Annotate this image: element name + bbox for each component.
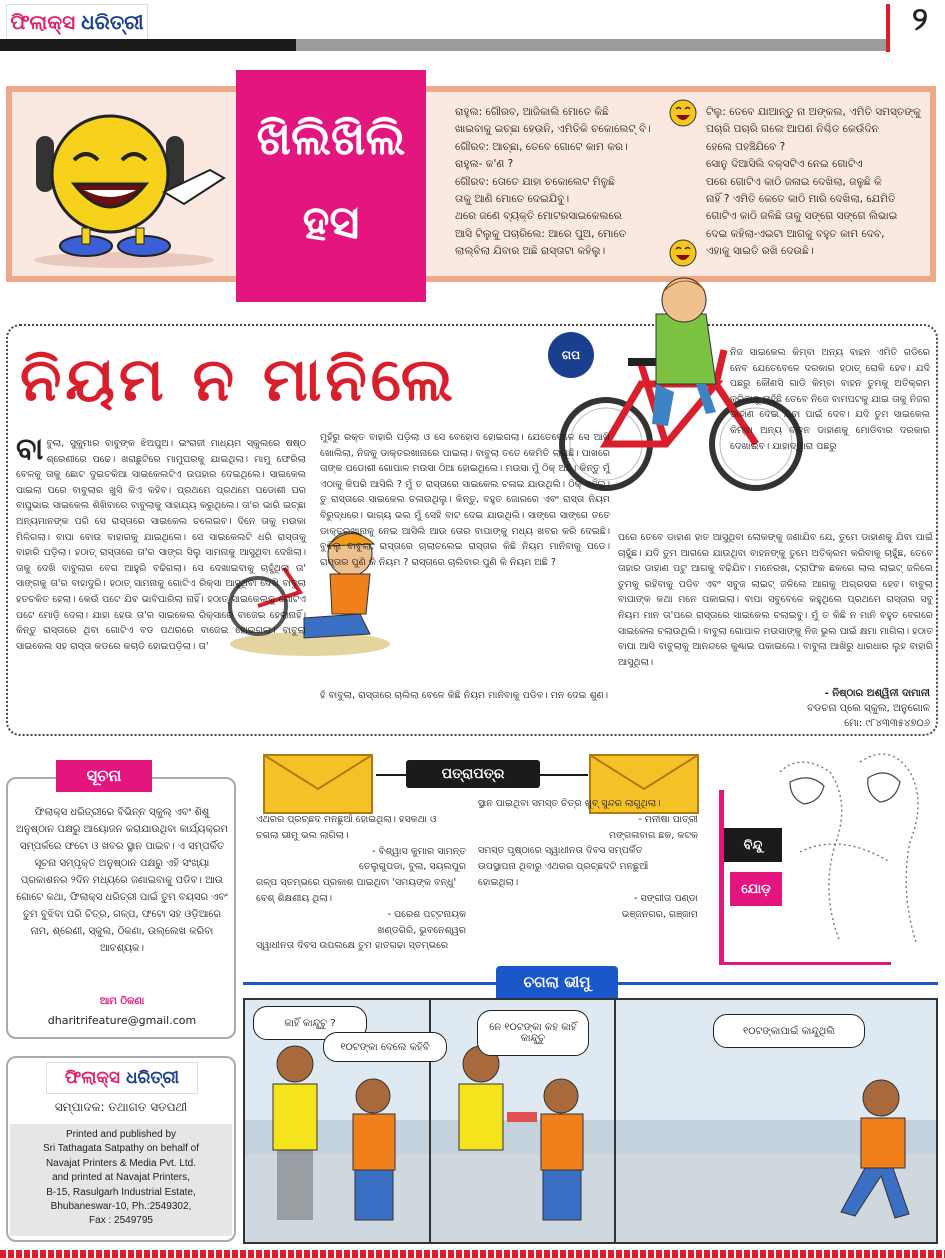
jokes-column-2 <box>706 104 928 261</box>
jokes-title <box>236 96 426 264</box>
joke-line: ଥରେ ଜଣେ ବ୍ୟକ୍ତି ମୋଟରସାଇକେଲରେ <box>455 210 622 223</box>
story-title: ନିୟମ ନ ମାନିଲେ <box>20 345 457 415</box>
story-text: ନିଜ ସାଇକେଲ କିମ୍ବା ଅନ୍ୟ ବାହନ ଏମିତି ଗଡିରେ ନେବ ଯେତେବେଳେ ଦରକାର ହଠାତ୍ ରୋକି ହେବ। ଯଦି ପଛରୁ କୌଣସି ଗାଡି କିମ୍ବା ବାହନ ତୁମକୁ ଅତିକ୍ରମ କରିବାକୁ ଚାହୁଁଛି ତେବେ ନିଜେ ବାମପଟକୁ ଯାଇ ତାକୁ ନିଜର ଡାହାଣ ଦେଇ ଯିବା ପାଇଁ ଦେବ। ଯଦି ତୁମ ସାଇକେଲ କିମ୍ବା ଅନ୍ୟ ବାହନ ଡାହାଣକୁ ମୋଡିବାର ଦରକାର ଦେଖାଇବ। ଯାହାଦ୍ୱାରା ପଛରୁ <box>730 347 930 452</box>
letter-author: - ସଙ୍ଗୀତା ପଣ୍ଡା <box>634 892 698 904</box>
letter-line: ସ୍ୱାଧୀନତା ଦିବସ ଉପଲକ୍ଷେ ତୁମ ହାତଗଢା ସ୍ତମ୍ଭରେ <box>256 940 449 952</box>
laughing-emoji-illustration <box>14 100 234 270</box>
header-logo-part1: ଫିଲାକ୍ସ <box>10 10 76 34</box>
joke-line: ଦେଇ କହିଲା-ଏଇଟା ଆଗକୁ ବହୁତ କାମ ଦେବ, <box>706 227 885 240</box>
joke-line: ଲାଲ୍‌ବିଲା ଯିବାର ଅଛି ରାସ୍ତାଟା କହିଲୁ। <box>455 245 606 258</box>
story-text: ପରେ ତେବେ ଡାହାଣ ହାତ ଆସୁଥିବା ଲୋକଙ୍କୁ ଜଣାଯିବ ଯେ, ତୁମେ ଡାହାଣକୁ ଯିବା ପାଇଁ ଚାହୁଁଛ। ଯଦି ତୁମ ଆଗରେ ଯାଉଥିବା ବାହନଙ୍କୁ ତୁମେ ଅତିକ୍ରମ କରିବାକୁ ଚାହୁଁଛ, ତେବେ ତାହାର ଡାହାଣ ପଟୁ ଆଗକୁ ବଢିଯିବ। ମନେରଖ, ଟ୍ରାଫିକ ଛକରେ ଲାଲ ଲାଇଟ୍ ଜଳିଲେ ତୁମକୁ ରହିବାକୁ ପଡିବ ଏବଂ ସବୁଜ ଲାଇଟ୍ ଜଳିଲେ ଆଗକୁ ଅଗ୍ରସର ହେବ। ବାବୁଲା ବାପାଙ୍କ କଥା ମନେ ପକାଇଲା। ବାପା ସବୁବେଳେ କହୁଥିଲେ ପ୍ରଥମେ ରାସ୍ତାର ସବୁ ନିୟମ ମାନ ତା'ପରେ ରାସ୍ତାରେ ସାଇକେଲ ଚଲାଇବୁ। ମୁଁ ତ କିଛି ନ ମାନି ବହୁତ ବେଗରେ ସାଇକେଲ ଚଲାଉଥିଲି। ବାବୁଲା ଗୋପାଳ ମଉସାଙ୍କୁ ନିଜ ଭୁଲ ପାଇଁ କ୍ଷମା ମାଗିଲା। ହଠାତ ବାପା ଆସି ବାବୁଲାକୁ ଆନନ୍ଦରେ କୁଣ୍ଢାଇ ପକାଇଲେ। ବାବୁଲା ଆଖିରୁ ଧାରଧାର ଲୁହ ବାହାରି ଆସୁଥିଲା। <box>618 532 933 668</box>
letters-title: ପତ୍ରାପତ୍ର <box>406 760 540 788</box>
joke-line: ଆସି ଟିଲୁକୁ ପଚାରିଲେ: ଆରେ ପୁଅ, ମୋତେ <box>455 227 627 240</box>
header-logo-part2: ଧରିତ୍ରୀ <box>81 10 144 34</box>
notice-text: ଫିଲାକ୍ସ ଧରିତ୍ରୀରେ ବିଭିନ୍ନ ସ୍କୁଲ୍ ଏବଂ ଶିଶୁ ଅନୁଷ୍ଠାନ ପକ୍ଷରୁ ଆୟୋଜନ କରାଯାଉଥିବା କାର୍ଯ୍ୟକ୍ରମ ସମ୍ପର୍କରେ ଫଟୋ ଓ ଖବର ସ୍ଥାନ ପାଇବ। ଏ ସମ୍ପର୍କିତ ସୂଚନା ସମ୍ପୃକ୍ତ ଅନୁଷ୍ଠାନ ପକ୍ଷରୁ ଏହି ସଂଖ୍ୟା ପ୍ରକାଶନର ୨ଦିନ ମଧ୍ୟରେ ଜଣାଇବାକୁ ପଡିବ। ଆଉ ଗୋଟେ କଥା, ଫିଲାକ୍ସ ଧରିତ୍ରୀ ପାଇଁ ତୁମ ବୟସର ଏବଂ ତୁମ ବୁଝିବା ପରି ଚିତ୍ର, ଗଳ୍ପ, ଫଟୋ ସହ ଓଡ଼ିଆରେ ନାମ, ଶ୍ରେଣୀ, ସ୍କୁଲ, ଠିକଣା, ଉଲ୍ଲେଖ କରିବା ଆବଶ୍ୟକ। <box>16 807 228 954</box>
laughing-smiley-icon <box>668 238 698 268</box>
letter-author: - ପରେଶ ପଟ୍ଟନାୟକ <box>387 908 466 920</box>
letter-author: - ବିଶ୍ୱାସ କୁମାର ସାମନ୍ତ <box>372 845 466 857</box>
story-column-2 <box>320 430 610 570</box>
notice-title: ସୂଚନା <box>86 766 122 785</box>
letter-line: ଏଥରର ପ୍ରଚ୍ଛଦ ମନଛୁଆଁ ହୋଇଥିଲା। ହସକଥା ଓ <box>256 814 437 825</box>
story-text: ମୁହଁରୁ ରକ୍ତ ବାହାରି ପଡ଼ିଲା ଓ ସେ ବେହୋସ ହୋଇଗଲା। ଯେତେବେଳେ ସେ ଆଖି ଖୋଲିଲା, ନିଜକୁ ଡାକ୍ତରଖାନାରେ ପାଇଲା। ବାବୁଲା ତତେ କେମିତି ଲାଗୁଛି। ପାଖରେ ତାଙ୍କ ପଡୋଶୀ ଗୋପାଳ ମଉସା ଠିଆ ହୋଇଥିଲେ। ମଉସା ମୁଁ ଠିକ୍ ଅଛି। କିନ୍ତୁ ମୁଁ ଏଠାକୁ କିପରି ଆସିଲି ? ମୁଁ ତ ରାସ୍ତାରେ ସାଇକେଲ ଚଳାଇ ଯାଉଥିଲି। ଠିକ୍ କହିଲୁ। ତୁ ରାସ୍ତାରେ ସାଇକେଲ ଚଳାଉଥିଲୁ। କିନ୍ତୁ, ବହୁତ ଜୋରରେ ଏବଂ ରାସ୍ତା ନିୟମ ବିରୁଦ୍ଧରେ। ଭାଗ୍ୟ ଭଲ ମୁଁ ସେହି ବାଟ ଦେଇ ଯାଉଥିଲି। ସାଙ୍ଗେ ସାଙ୍ଗେ ତତେ ଡାକ୍ତରଖାନାକୁ ନେଇ ଆସିଲି ଆଉ ତୋର ବାପାଙ୍କୁ ମଧ୍ୟ ଖବର କରି ଦେଇଛି। ବୁଝିଲୁ ବାବୁଲା, ରାସ୍ତାରେ ଚାଲାଚଲେଇ ରାସ୍ତାର କିଛି ନିୟମ ମାନିବାକୁ ପଡେ। ରାସ୍ତାର ପୁଣି କି ନିୟମ ? ରାସ୍ତାରେ ଚାଲିବାର ପୁଣି କି ନିୟମ ଅଛି ? <box>320 432 610 568</box>
joke-line: ତାକୁ ଆଣି ମୋତେ ଦେଇଯିବୁ। <box>455 193 570 206</box>
footer-rule <box>0 1250 945 1258</box>
joke-line: ଖାଇବାକୁ ଇଚ୍ଛା ହେଉନି, ଏମିତିକି ଚକୋଲେଟ୍ ବି। <box>455 123 651 136</box>
imprint-line: Printed and published by <box>65 1129 177 1140</box>
letter-line: ଚଗଲା ଭୀମୁ ଭଲ ଲାଗିଲା। <box>256 829 349 841</box>
page-number: ୨ <box>912 0 928 38</box>
imprint-line: B-15, Rasulgarh Industrial Estate, <box>46 1186 196 1198</box>
header-rule-dark <box>0 39 296 51</box>
letter-address: ଖଣ୍ଡଗିରି, ଭୁବନେଶ୍ୱର <box>377 924 466 936</box>
story-column-2-end <box>320 688 610 704</box>
imprint-line: Fax : 2549795 <box>89 1215 153 1227</box>
joke-line: ଗୋଟିଏ କାଠି ଜଳିଛି ତାକୁ ସଙ୍ଗେ ସଙ୍ଗେ ଲିଭାଇ <box>706 210 898 223</box>
imprint-editor: ସମ୍ପାଦକ: ତଥାଗତ ସତପଥୀ <box>54 1100 188 1114</box>
joke-line: ହେଲେ ପହଞ୍ଚିଯିବେ ? <box>706 140 786 153</box>
jokes-title-line1: ଖିଲିଖିଲି <box>256 111 406 165</box>
story-badge: ଗପ <box>548 332 594 378</box>
joke-line: ଗୌରବ: ତୋତେ ଯାହା ଚକୋଲେଟ ମିଳୁଛି <box>455 175 615 188</box>
letter-line: ସମସ୍ତ ପୃଷ୍ଠାରେ ସ୍ୱାଧୀନତା ଦିବସ ସମ୍ପର୍କିତ <box>478 845 643 857</box>
story-author-block <box>620 686 930 731</box>
notice-email-link[interactable]: dharitrifeature@gmail.com <box>47 1014 197 1027</box>
story-text: ବୁଲା, ସୁକୁମାର ବାବୁଙ୍କ ଝିଅପୁଅ। ଇଂରାଜୀ ମାଧ୍ୟମ ସ୍କୁଲରେ ଷଷ୍ଠ ଶ୍ରେଣୀରେ ପଢେ। ଖରାଛୁଟିରେ ମାମୁଘରକୁ ଯାଇଥିଲା। ମାମୁ ଫେରିଲା ବେଳକୁ ତାକୁ ଛୋଟ ଦୁଇଚକିଆ ସାଇକେଲଟିଏ ଉପହାର ଦେଇଥିଲେ। ସାଇକେଲ ପାଇଲା ପରେ ବାବୁଲାର ଖୁସି କିଏ କହିବ। ପ୍ରଥମେ ପ୍ରଥମେ ପଡୋଶୀ ଘର ବାପୁଭାଇ ସାଇକେଲ ଶିଖିବାରେ ବାବୁଲାକୁ ସାହାଯ୍ୟ କରୁଥିଲେ। ତା'ର ଭାରି ଇଚ୍ଛା ଅନ୍ୟମାନଙ୍କ ପରି ସେ ରାସ୍ତାରେ ସାଇକେଲ ଚଲେଇବ। ଦିନେ ତାକୁ ମଉକା ମିଳିଗଲା। ବାପା ବୋଉ ବାହାରକୁ ଯାଇଥିଲେ। ସେ ସାଇକେଲଟି ଧରି ରାସ୍ତାକୁ ବାହାରି ପଡ଼ିଲା। ହଠାତ୍ ରାସ୍ତାରେ ତା'ର ସାଙ୍ଗ ସିଲୁ ସାମନାକୁ ଆସୁଥିବା ଦେଖିଲା। ତାକୁ ଦେଖି ବାବୁଲାର ବେଗ ଆହୁରି ବଢିଗଲା। ସେ ଦେଖାଇବାକୁ ଚାହୁଁଥିଲା ତା' ସାଙ୍ଗକୁ ତା'ର ବାହାଦୁରି। ହଠାତ୍ ସାମନାକୁ ଗୋଟିଏ ରିକ୍ସା ଆସୁଥିବା ଦେଖି ବାବୁଲା ହତଚକିତ ହେଲା। କେଉଁ ପଟେ ଯିବ ଭାବିପାରିଲା ନାହିଁ। ହଠାତ୍ ସାଇକେଲକୁ ଗୋଟିଏ ପଟେ ମୋଡ଼ି ଦେଲା। ଯାହା ହେଉ ତା'ର ସାଇକେଲ ରିକ୍ସାରେ ବାଜେଇ ହେଲାନାହିଁ। କିନ୍ତୁ ରାସ୍ତାରେ ଥିବା ଗୋଟିଏ ବଡ ପଥରରେ ବାଜେଇ ହୋଇଗଲା। ବାବୁଲା ସାଇକେଲ ସହ ରାସ୍ତା କଡରେ କଚାଡି ହୋଇପଡ଼ିଲା। ତା' <box>16 438 306 652</box>
joke-line: ରାହୁଲ: ଗୌରବ, ଆଜିକାଲି ମୋତେ କିଛି <box>455 106 609 118</box>
bindu-jod-base-line <box>721 962 891 965</box>
joke-line: ସୋନୁ ଦିଆସିଲି ବକ୍ସଟିଏ ନେଇ ଗୋଟିଏ <box>706 158 863 171</box>
imprint-logo-part1: ଫିଲାକ୍ସ <box>64 1068 120 1088</box>
comic-speech-bubble: ୧୦ଟଙ୍କାପାଇଁ କାନ୍ଦୁଥିଲି <box>713 1014 865 1048</box>
comic-strip <box>243 998 938 1244</box>
story-dropcap: ବା <box>16 432 44 467</box>
letter-line: ଉପସ୍ଥାପନା ଥିବାରୁ ଏଥରର ପ୍ରଚ୍ଛଦଟି ମନଛୁଆଁ <box>478 861 649 873</box>
letter-line: ହୋଇଥିଲା। <box>478 876 519 888</box>
header-rule-gray <box>296 39 886 51</box>
laughing-smiley-icon <box>668 98 698 128</box>
comic-title: ଚଗଲା ଭୀମୁ <box>496 966 618 998</box>
bindu-jod-title-2: ଯୋଡ଼ <box>730 872 782 906</box>
comic-speech-bubble: ନେ ୧୦ଟଙ୍କା କହ କାହିଁ କାନ୍ଦୁଚୁ <box>477 1010 589 1056</box>
joke-line: ପଚାରି ପଚାରି ଗଲେ ଆପଣ ନିଶ୍ଚିତ କେଉଁଦିନ <box>706 123 879 136</box>
story-author-phone: ମୋ: ୯୮୪୩୩୫୪୭୦୬ <box>844 718 930 729</box>
joke-line: ଏହାକୁ ସାଇତି ରଖି ଦେଉଛି। <box>706 245 814 258</box>
story-text: ହଁ ବାବୁଲା, ରାସ୍ତାରେ ଚାଲିଲା ବେଳେ କିଛି ନିୟମ ମାନିବାକୁ ପଡିବ। ମନ ଦେଇ ଶୁଣ। <box>320 690 609 701</box>
letter-line: ବେଶ୍ ଶିକ୍ଷଣୀୟ ଥିଲା। <box>256 892 332 904</box>
letter-address: ଭଞ୍ଜନଗର, ଗଞ୍ଜାମ <box>621 908 698 920</box>
story-column-3-top <box>730 345 930 454</box>
envelope-icon <box>262 745 374 817</box>
imprint-line: and printed at Navajat Printers, <box>52 1172 190 1184</box>
letter-author: - ମନୀଷା ପାତ୍ରୀ <box>638 813 698 825</box>
letter-line: ସ୍ଥାନ ପାଇଥିବା ସମସ୍ତ ଚିତ୍ର ଖୁବ୍ ସୁନ୍ଦର ଲାଗୁଥିଲା। <box>478 798 661 809</box>
bindu-jod-accent-bar <box>719 790 724 965</box>
joke-line: ଗୌରବ: ଆଚ୍ଛା, ତେବେ ଗୋଟେ କାମ କର। <box>455 140 628 153</box>
imprint-line: Bhubaneswar-10, Ph.:2549302, <box>50 1201 192 1213</box>
letter-address: ମଙ୍ଗଳାବାଗ ଛକ, କଟକ <box>608 829 698 841</box>
story-author-school: ବଡଚନା ପ୍ଲେ ସ୍କୁଲ, ଅନୁଗୋଳ <box>807 703 930 714</box>
imprint-text <box>10 1128 232 1229</box>
story-author-name: - ନିଷ୍ଠାର ଅଶ୍ୱିନୀ ଦାମାନୀ <box>824 688 930 699</box>
bindu-jod-title-1: ବିନ୍ଦୁ <box>724 828 782 862</box>
imprint-logo-part2: ଧରିତ୍ରୀ <box>125 1068 180 1088</box>
joke-line: ଟିଲୁ: ତେବେ ଯାଆନ୍ତୁ ନା ଅଙ୍କଲ, ଏମିତି ସମସ୍ତଙ୍କୁ <box>706 106 921 118</box>
story-column-3-bottom <box>618 530 933 670</box>
comic-speech-bubble: ୧୦ଟଙ୍କା ଦେଲେ କହିବି <box>323 1032 447 1062</box>
letters-column-2 <box>478 796 698 922</box>
imprint-line: Sri Tathagata Satpathy on behalf of <box>42 1143 200 1155</box>
header-logo <box>6 4 148 40</box>
joke-line: ରାହୁଲ- କ'ଣ ? <box>455 158 514 171</box>
story-column-1 <box>16 432 306 654</box>
imprint-logo <box>46 1062 198 1094</box>
joke-line: ପରେ ଗୋଟିଏ କାଠି ଜଳାଇ ଦେଖିଲା, ଜଳୁଛି କି <box>706 175 882 188</box>
comic-speech-bubble: କାହିଁ କାନ୍ଦୁଚୁ ? <box>253 1006 367 1040</box>
header-red-divider <box>886 4 890 52</box>
notice-contact-label: ଆମ ଠିକଣା <box>99 996 145 1007</box>
letter-line: ଗଳ୍ପ ସ୍ତମ୍ଭରେ ପ୍ରକାଶ ପାଇଥିବା 'ସମୟଙ୍କ ବନ୍ଧୁ' <box>256 877 457 889</box>
letter-address: ତେଲୁଗୁପଡା, ବୁଲା, ସୟଲପୁର <box>358 861 466 873</box>
jokes-title-line2: ହସ <box>302 195 360 249</box>
imprint-line: Navajat Printers & Media Pvt. Ltd. <box>45 1157 197 1169</box>
joke-line: ନାହିଁ ? ଏମିତି କେତେ କାଠି ମାରି ଦେଖିଲା, ଯେମିତି <box>706 193 896 206</box>
letters-column-1 <box>256 812 466 954</box>
jokes-column-1 <box>455 104 660 261</box>
